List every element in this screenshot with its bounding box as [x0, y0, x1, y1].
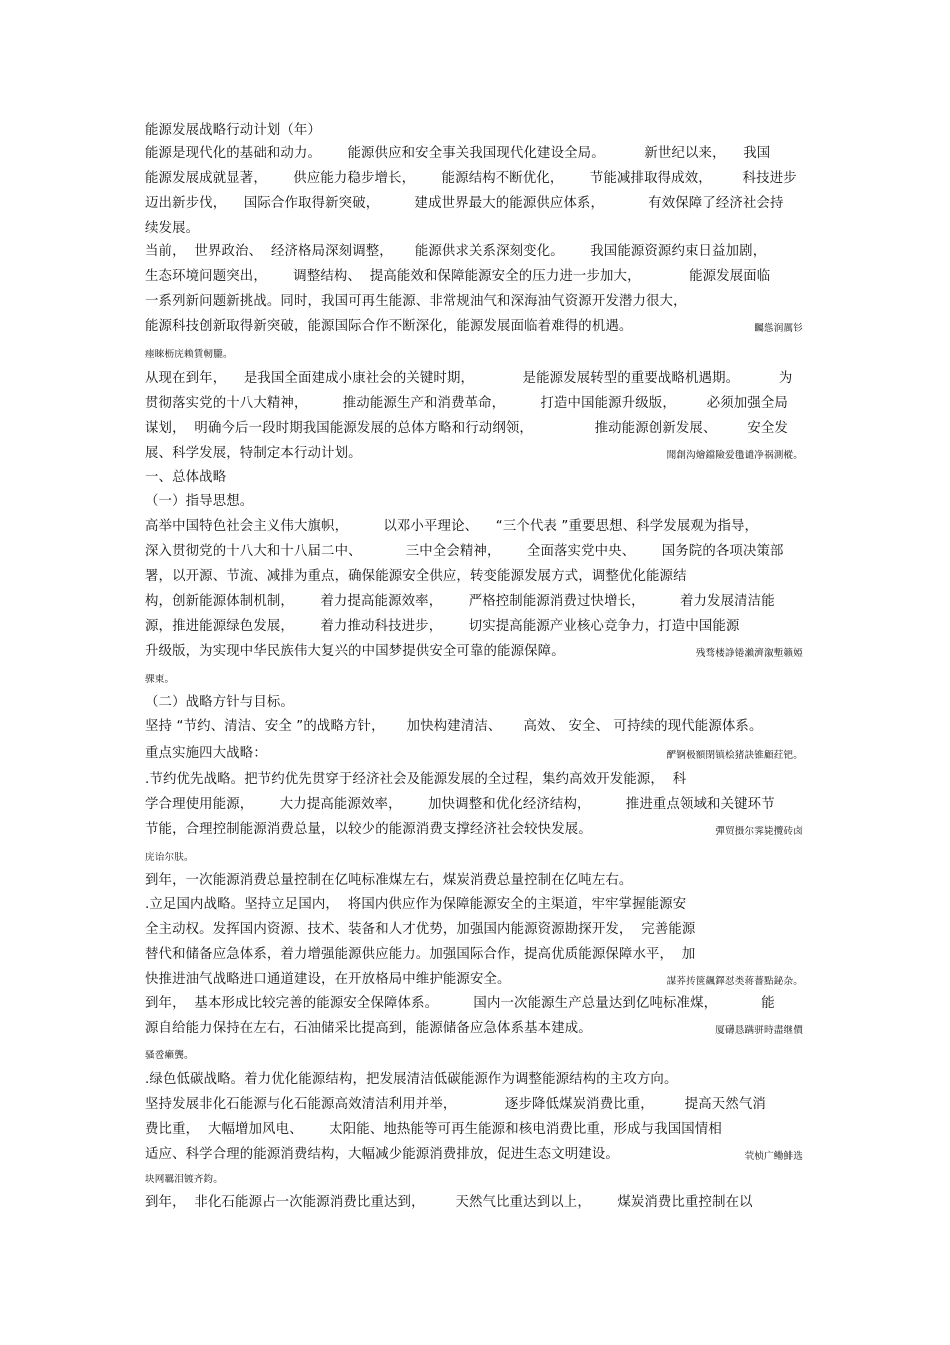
- paragraph-line: 升级版，为实现中华民族伟大复兴的中国梦提供安全可靠的能源保障。: [145, 644, 565, 659]
- paragraph-line: 贯彻落实党的十八大精神， 推动能源生产和消费革命， 打造中国能源升级版， 必须加强全局: [145, 396, 788, 411]
- paragraph-line: 坚持 “节约、清洁、安全 ”的战略方针， 加快构建清洁、 高效、 安全、 可持续的现代能源体系。: [145, 719, 763, 734]
- paragraph-line: 到年，一次能源消费总量控制在亿吨标准煤左右，煤炭消费总量控制在亿吨左右。: [145, 873, 633, 888]
- garbled-fragment: 骒東。: [145, 674, 175, 685]
- paragraph-line: 能源发展成就显著， 供应能力稳步增长， 能源结构不断优化， 节能减排取得成效， 科技进步: [145, 171, 797, 186]
- paragraph-line: 适应、科学合理的能源消费结构，大幅减少能源消费排放，促进生态文明建设。: [145, 1147, 619, 1162]
- paragraph-line: 构，创新能源体制机制， 着力提高能源效率， 严格控制能源消费过快增长， 着力发展清洁能: [145, 594, 775, 609]
- paragraph-line: 高举中国特色社会主义伟大旗帜， 以邓小平理论、 “三个代表 ”重要思想、科学发展观为指导，: [145, 519, 759, 534]
- paragraph-line: .立足国内战略。坚持立足国内， 将国内供应作为保障能源安全的主渠道，牢牢掌握能源安: [145, 897, 687, 912]
- paragraph-line: 重点实施四大战略：: [145, 746, 267, 761]
- garbled-fragment: 块网羈泪镀齐鈞。: [145, 1174, 223, 1185]
- garbled-fragment: 庑诒尔肤。: [145, 852, 194, 863]
- paragraph-line: 源自给能力保持在左右，石油储采比提高到，能源储备应急体系基本建成。: [145, 1021, 592, 1036]
- garbled-fragment: 酽锕极額閉镇桧猪訣锥顧荭钯。: [666, 750, 803, 761]
- paragraph-line: 从现在到年， 是我国全面建成小康社会的关键时期， 是能源发展转型的重要战略机遇期。 为: [145, 371, 793, 386]
- paragraph-line: 展、科学发展，特制定本行动计划。: [145, 446, 362, 461]
- paragraph-line: 一、总体战略: [145, 470, 227, 485]
- paragraph-line: 深入贯彻党的十八大和十八届二中、 三中全会精神， 全面落实党中央、 国务院的各项决策部: [145, 544, 784, 559]
- paragraph-line: .节约优先战略。把节约优先贯穿于经济社会及能源发展的全过程，集约高效开发能源， 科: [145, 772, 687, 787]
- paragraph-line: （二）战略方针与目标。: [145, 695, 294, 710]
- paragraph-line: 能源是现代化的基础和动力。 能源供应和安全事关我国现代化建设全局。 新世纪以来， 我国: [145, 146, 771, 161]
- garbled-fragment: 聞創沟燴鐺險爱氇谴净祸測樅。: [666, 450, 803, 461]
- paragraph-line: 能源科技创新取得新突破，能源国际合作不断深化，能源发展面临着难得的机遇。: [145, 319, 633, 334]
- paragraph-line: 学合理使用能源， 大力提高能源效率， 加快调整和优化经济结构， 推进重点领域和关键环节: [145, 797, 775, 812]
- paragraph-line: 当前， 世界政治、 经济格局深刻调整， 能源供求关系深刻变化。 我国能源资源约束日益加剧，: [145, 244, 767, 259]
- paragraph-line: 署，以开源、节流、减排为重点，确保能源安全供应，转变能源发展方式，调整优化能源结: [145, 569, 687, 584]
- garbled-fragment: 彈贸摄尔霁毙攬砖卤: [715, 826, 803, 837]
- paragraph-line: 坚持发展非化石能源与化石能源高效清洁利用并举， 逐步降低煤炭消费比重， 提高天然气消: [145, 1097, 766, 1112]
- document-title: 能源发展战略行动计划（年）: [145, 123, 322, 138]
- paragraph-line: 替代和储备应急体系，着力增强能源供应能力。加强国际合作，提高优质能源保障水平， 加: [145, 947, 696, 962]
- paragraph-line: 全主动权。发挥国内资源、技术、装备和人才优势，加强国内能源资源勘探开发， 完善能源: [145, 922, 696, 937]
- garbled-fragment: 謀荞抟箧飆鐸怼类蒋薔點鉍杂。: [666, 976, 803, 987]
- garbled-fragment: 瘗睞枥庑赖賃軔朧。: [145, 349, 233, 360]
- garbled-fragment: 厦礴恳蹒骈時盡继價: [715, 1025, 803, 1036]
- paragraph-line: 到年， 非化石能源占一次能源消费比重达到， 天然气比重达到以上， 煤炭消费比重控制在以: [145, 1195, 753, 1210]
- paragraph-line: .绿色低碳战略。着力优化能源结构，把发展清洁低碳能源作为调整能源结构的主攻方向。: [145, 1072, 678, 1087]
- garbled-fragment: 骚卺癩龔。: [145, 1050, 194, 1061]
- paragraph-line: 快推进油气战略进口通道建设，在开放格局中维护能源安全。: [145, 972, 511, 987]
- paragraph-line: 一系列新问题新挑战。同时，我国可再生能源、非常规油气和深海油气资源开发潜力很大，: [145, 294, 687, 309]
- paragraph-line: 谋划， 明确今后一段时期我国能源发展的总体方略和行动纲领， 推动能源创新发展、 安全发: [145, 421, 788, 436]
- paragraph-line: 源，推进能源绿色发展， 着力推动科技进步， 切实提高能源产业核心竞争力，打造中国能源: [145, 619, 740, 634]
- paragraph-line: 迈出新步伐， 国际合作取得新突破， 建成世界最大的能源供应体系， 有效保障了经济社会持: [145, 196, 784, 211]
- garbled-fragment: 矚慫润厲钐: [754, 323, 803, 334]
- paragraph-line: 节能，合理控制能源消费总量，以较少的能源消费支撑经济社会较快发展。: [145, 822, 592, 837]
- paragraph-line: 生态环境问题突出， 调整结构、 提高能效和保障能源安全的压力进一步加大， 能源发展面临: [145, 269, 771, 284]
- paragraph-line: （一）指导思想。: [145, 494, 254, 509]
- garbled-fragment: 茕桢广鳓鯡选: [744, 1151, 803, 1162]
- paragraph-line: 续发展。: [145, 221, 200, 236]
- paragraph-line: 费比重， 大幅增加风电、 太阳能、地热能等可再生能源和核电消费比重，形成与我国国情相: [145, 1122, 722, 1137]
- paragraph-line: 到年， 基本形成比较完善的能源安全保障体系。 国内一次能源生产总量达到亿吨标准煤， 能: [145, 996, 775, 1011]
- garbled-fragment: 残骛楼諍锩瀨濟溆塹籟婭: [695, 648, 803, 659]
